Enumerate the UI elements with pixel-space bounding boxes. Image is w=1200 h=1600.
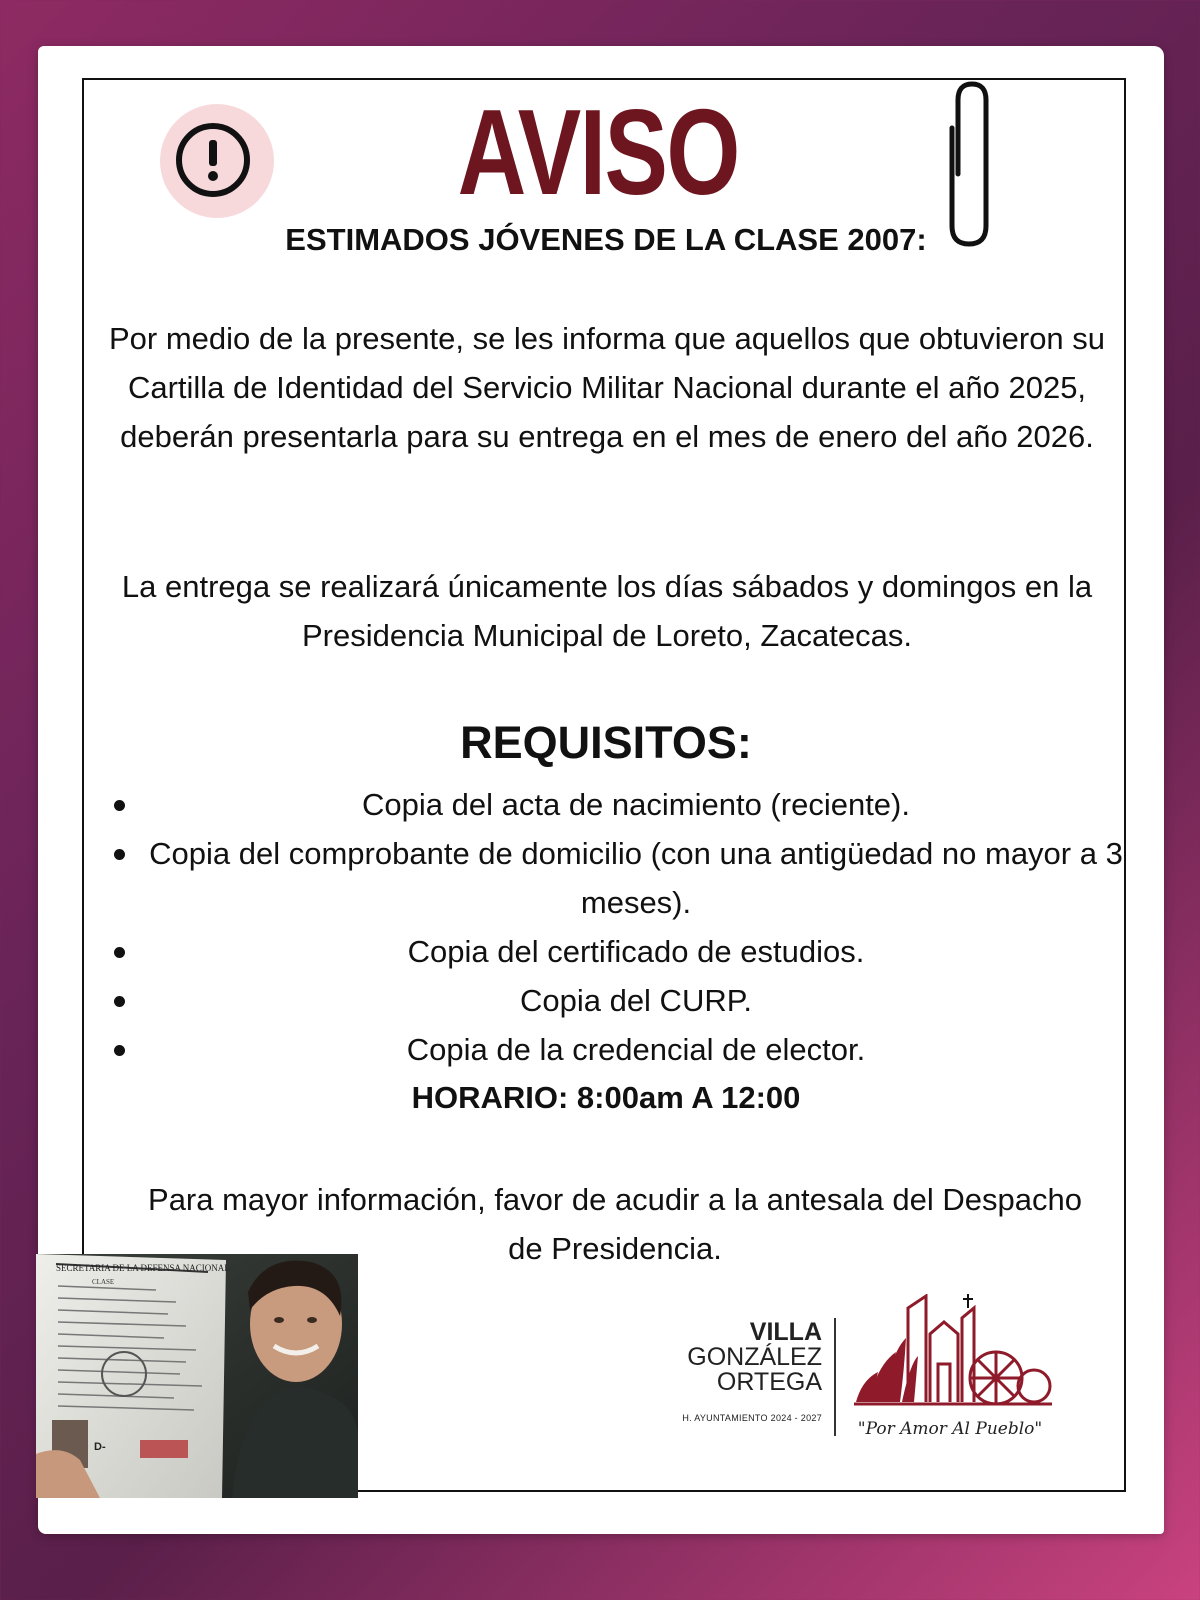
municipality-logo-text [660, 1320, 822, 1423]
requirement-text: Copia del comprobante de domicilio (con una antigüedad no mayor a 3 meses). [149, 836, 1123, 920]
emblem-slogan: "Por Amor Al Pueblo" [857, 1419, 1043, 1439]
bullet-icon [114, 996, 125, 1007]
logo-line-villa: VILLA [749, 1318, 822, 1346]
logo-line-ortega: ORTEGA [716, 1368, 822, 1396]
card-class: CLASE [92, 1278, 115, 1286]
logo-line-ayuntamiento: H. AYUNTAMIENTO 2024 - 2027 [682, 1413, 822, 1423]
bullet-icon [114, 800, 125, 811]
card-number: D- [94, 1441, 106, 1453]
municipality-emblem-icon [848, 1294, 1058, 1454]
schedule-text: HORARIO: 8:00am A 12:00 [411, 1080, 801, 1115]
notice-subtitle: ESTIMADOS JÓVENES DE LA CLASE 2007: [285, 222, 927, 257]
requirement-text: Copia del CURP. [519, 983, 753, 1018]
bullet-icon [114, 1045, 125, 1056]
requirements-heading: REQUISITOS: [460, 717, 752, 768]
cartilla-photo-image [36, 1254, 358, 1498]
requirement-item [108, 927, 1128, 976]
bullet-icon [114, 947, 125, 958]
card-header: SECRETARIA DE LA DEFENSA NACIONAL [56, 1263, 230, 1273]
requirement-item [108, 780, 1128, 829]
requirement-item [108, 829, 1128, 927]
logo-divider [834, 1318, 836, 1436]
notice-title: AVISO [457, 84, 739, 220]
requirement-text: Copia del acta de nacimiento (reciente). [362, 787, 910, 822]
bullet-icon [114, 849, 125, 860]
info-paragraph: Por medio de la presente, se les informa que aquellos que obtuvieron su Cartilla de Identidad del Servicio Militar Nacional durante el año 2025, deberán presentarla para su entrega en el mes de enero del año 2026. [108, 321, 1106, 454]
requirement-item [108, 976, 1128, 1025]
requirements-list [108, 780, 1128, 1074]
delivery-paragraph: La entrega se realizará únicamente los días sábados y domingos en la Presidencia Municipal de Loreto, Zacatecas. [121, 569, 1093, 653]
logo-line-gonzalez: GONZÁLEZ [687, 1343, 822, 1371]
requirement-text: Copia de la credencial de elector. [406, 1032, 866, 1067]
requirement-text: Copia del certificado de estudios. [407, 934, 865, 969]
cartilla-photo [36, 1254, 358, 1498]
requirement-item [108, 1025, 1128, 1074]
contact-paragraph: Para mayor información, favor de acudir a la antesala del Despacho de Presidencia. [148, 1182, 1082, 1266]
